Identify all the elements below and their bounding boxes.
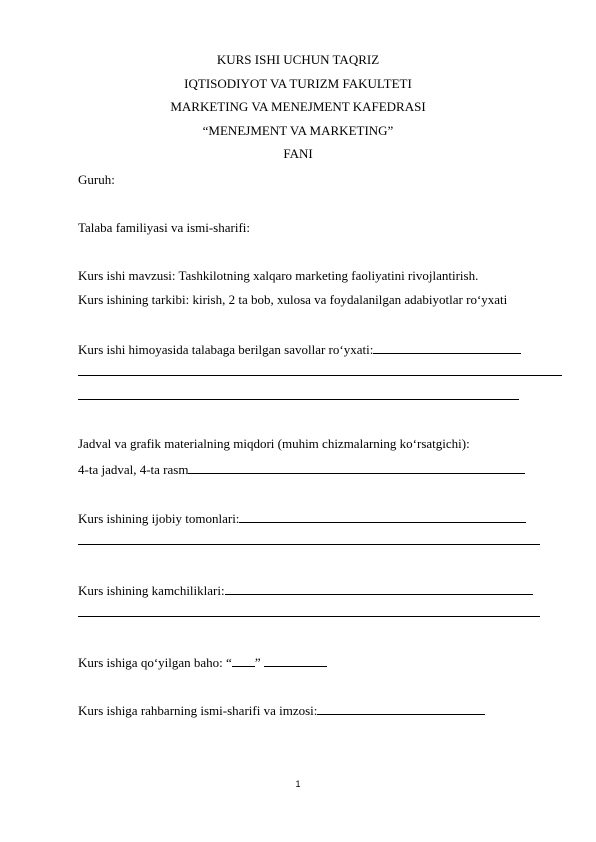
student-label: Talaba familiyasi va ismi-sharifi: (78, 220, 251, 235)
positives-line (78, 509, 526, 527)
header-title: KURS ISHI UCHUN TAQRIZ (216, 52, 380, 67)
group-label: Guruh: (78, 172, 115, 187)
materials-value: 4-ta jadval, 4-ta rasm (78, 462, 189, 477)
structure-line: Kurs ishining tarkibi: kirish, 2 ta bob, xulosa va foydalanilgan adabiyotlar ro‘yxati (78, 292, 508, 307)
questions-line (78, 340, 521, 358)
questions-blank[interactable] (373, 340, 521, 354)
grade-line (78, 653, 327, 671)
negatives-line (78, 581, 533, 599)
grade-score-blank[interactable] (232, 653, 255, 667)
materials-line (78, 460, 525, 478)
positives-label: Kurs ishining ijobiy tomonlari: (78, 511, 240, 526)
page-number: 1 (295, 779, 301, 789)
grade-word-blank[interactable] (264, 653, 327, 667)
supervisor-label: Kurs ishiga rahbarning ismi-sharifi va imzosi: (78, 703, 318, 718)
positives-blank-line-2[interactable] (78, 544, 540, 545)
supervisor-blank[interactable] (317, 701, 485, 715)
materials-blank[interactable] (188, 460, 525, 474)
negatives-label: Kurs ishining kamchiliklari: (78, 583, 225, 598)
supervisor-line (78, 701, 485, 719)
questions-blank-line-2[interactable] (78, 375, 562, 376)
negatives-blank-line-2[interactable] (78, 616, 540, 617)
questions-label: Kurs ishi himoyasida talabaga berilgan savollar ro‘yxati: (78, 342, 374, 357)
grade-quote-close: ” (254, 655, 261, 670)
document-header (0, 48, 596, 166)
header-department: MARKETING VA MENEJMENT KAFEDRASI (170, 99, 426, 114)
questions-blank-line-3[interactable] (78, 399, 519, 400)
negatives-blank[interactable] (225, 581, 533, 595)
grade-label: Kurs ishiga qo‘yilgan baho: “ (78, 655, 232, 670)
materials-label: Jadval va grafik materialning miqdori (muhim chizmalarning ko‘rsatgichi): (78, 436, 470, 451)
header-subject: FANI (283, 146, 313, 161)
topic-line: Kurs ishi mavzusi: Tashkilotning xalqaro marketing faoliyatini rivojlantirish. (78, 268, 479, 283)
positives-blank[interactable] (239, 509, 526, 523)
header-course: “MENEJMENT VA MARKETING” (202, 122, 394, 138)
header-faculty: IQTISODIYOT VA TURIZM FAKULTETI (184, 75, 412, 91)
